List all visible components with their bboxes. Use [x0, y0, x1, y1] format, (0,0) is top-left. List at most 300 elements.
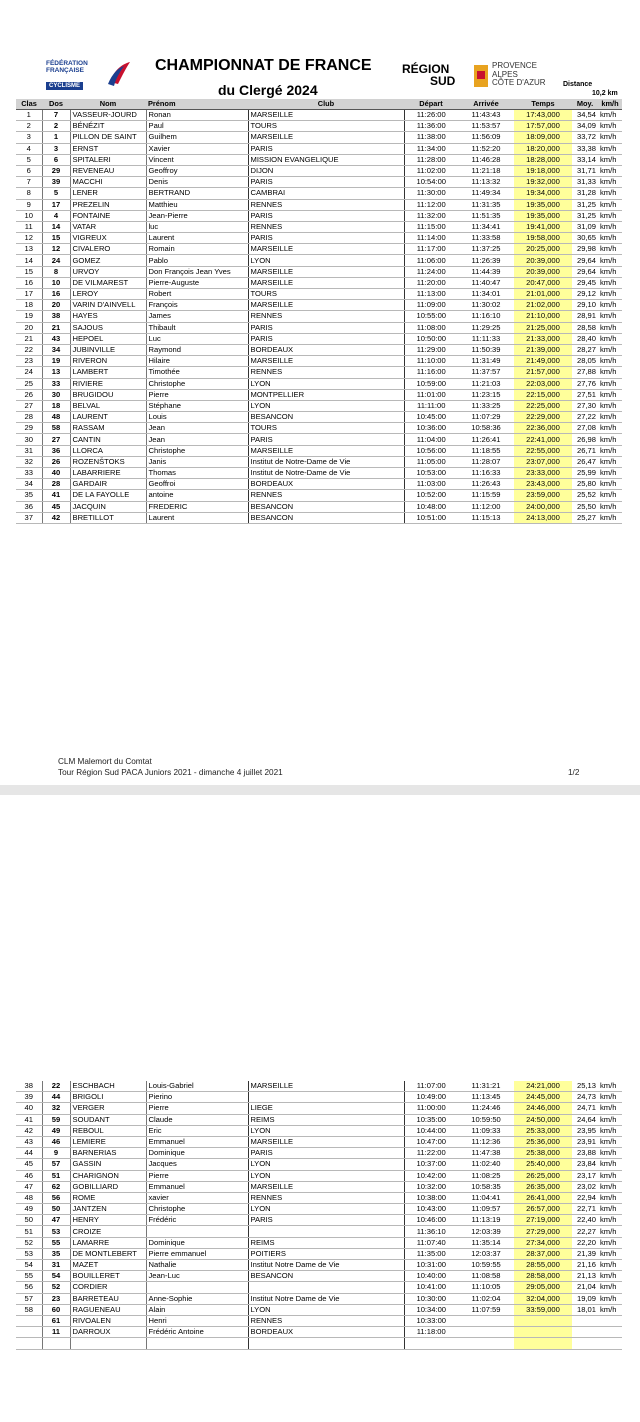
cell-arrivee: 11:33:58: [458, 233, 514, 244]
table-row: [16, 456, 622, 467]
cell-prenom: Alain: [146, 1304, 248, 1315]
cell-temps: [514, 1338, 572, 1349]
cell-depart: 11:12:00: [404, 199, 458, 210]
cell-unit: km/h: [598, 1215, 622, 1226]
cell-arrivee: 11:30:02: [458, 300, 514, 311]
cell-arrivee: 11:34:01: [458, 289, 514, 300]
cell-unit: km/h: [598, 1192, 622, 1203]
cell-dos: 43: [42, 333, 70, 344]
cell-club: BESANCON: [248, 501, 404, 512]
results-body-2: [16, 1081, 622, 1349]
cell-clas: 7: [16, 177, 42, 188]
cell-nom: BRUGIDOU: [70, 389, 146, 400]
cell-nom: DE MONTLEBERT: [70, 1248, 146, 1259]
cell-prenom: Raymond: [146, 344, 248, 355]
cell-clas: 35: [16, 490, 42, 501]
cell-nom: [70, 1338, 146, 1349]
cell-prenom: Pierre: [146, 389, 248, 400]
cell-prenom: [146, 1226, 248, 1237]
cell-prenom: Jacques: [146, 1159, 248, 1170]
table-row: [16, 501, 622, 512]
col-kmh: km/h: [598, 99, 622, 110]
table-row: [16, 1327, 622, 1338]
cell-unit: km/h: [598, 1159, 622, 1170]
cell-clas: 28: [16, 412, 42, 423]
cell-club: RENNES: [248, 199, 404, 210]
cell-prenom: Frédéric Antoine: [146, 1327, 248, 1338]
cell-clas: 30: [16, 434, 42, 445]
cell-clas: 55: [16, 1271, 42, 1282]
cell-clas: 1: [16, 110, 42, 121]
region-flag-icon: [474, 65, 488, 87]
cell-arrivee: [458, 1315, 514, 1326]
cell-dos: 16: [42, 289, 70, 300]
cell-temps: 17:57,000: [514, 121, 572, 132]
cell-arrivee: [458, 1327, 514, 1338]
cell-temps: 29:05,000: [514, 1282, 572, 1293]
cell-dos: 6: [42, 154, 70, 165]
cell-prenom: Pierre emmanuel: [146, 1248, 248, 1259]
cell-temps: 23:59,000: [514, 490, 572, 501]
cell-clas: 27: [16, 400, 42, 411]
cell-unit: km/h: [598, 1148, 622, 1159]
table-row: [16, 121, 622, 132]
cell-club: MISSION EVANGELIQUE: [248, 154, 404, 165]
cell-depart: 10:43:00: [404, 1204, 458, 1215]
cell-clas: 3: [16, 132, 42, 143]
cell-prenom: Jean: [146, 423, 248, 434]
cell-nom: RASSAM: [70, 423, 146, 434]
cell-unit: km/h: [598, 456, 622, 467]
cell-moy: 25,80: [572, 479, 598, 490]
cell-moy: 22,94: [572, 1192, 598, 1203]
cell-temps: 19:41,000: [514, 221, 572, 232]
cell-temps: 21:25,000: [514, 322, 572, 333]
cell-clas: 33: [16, 468, 42, 479]
cell-temps: 21:02,000: [514, 300, 572, 311]
table-row: [16, 1304, 622, 1315]
cell-clas: 19: [16, 311, 42, 322]
table-row: [16, 1204, 622, 1215]
cell-prenom: Pierre: [146, 1170, 248, 1181]
table-row: [16, 1159, 622, 1170]
cell-depart: 10:55:00: [404, 311, 458, 322]
cell-clas: 43: [16, 1136, 42, 1147]
cell-club: MARSEILLE: [248, 1136, 404, 1147]
cell-club: LYON: [248, 1204, 404, 1215]
table-row: [16, 165, 622, 176]
cell-prenom: Guilhem: [146, 132, 248, 143]
cell-temps: 23:43,000: [514, 479, 572, 490]
cell-club: PARIS: [248, 1148, 404, 1159]
cell-temps: 25:33,000: [514, 1125, 572, 1136]
cell-temps: 18:09,000: [514, 132, 572, 143]
table-row: [16, 188, 622, 199]
cell-nom: CIVALERO: [70, 244, 146, 255]
cell-unit: km/h: [598, 1103, 622, 1114]
cell-moy: 23,17: [572, 1170, 598, 1181]
region-sub-3: CÔTE D'AZUR: [492, 78, 546, 87]
cell-temps: 19:18,000: [514, 165, 572, 176]
cell-prenom: Don François Jean Yves: [146, 266, 248, 277]
cell-depart: 11:36:00: [404, 121, 458, 132]
cell-dos: 24: [42, 255, 70, 266]
cell-moy: 33,72: [572, 132, 598, 143]
cell-dos: 47: [42, 1215, 70, 1226]
cell-depart: 11:13:00: [404, 289, 458, 300]
cell-unit: km/h: [598, 266, 622, 277]
cell-unit: [598, 1315, 622, 1326]
cell-depart: 10:31:00: [404, 1260, 458, 1271]
cell-depart: 11:28:00: [404, 154, 458, 165]
cell-nom: JACQUIN: [70, 501, 146, 512]
cell-temps: 28:58,000: [514, 1271, 572, 1282]
cell-prenom: Christophe: [146, 378, 248, 389]
cell-unit: km/h: [598, 1282, 622, 1293]
cell-depart: 10:34:00: [404, 1304, 458, 1315]
cell-club: [248, 1226, 404, 1237]
cell-unit: km/h: [598, 423, 622, 434]
cell-nom: RAGUENEAU: [70, 1304, 146, 1315]
cell-prenom: Luc: [146, 333, 248, 344]
cell-clas: 48: [16, 1192, 42, 1203]
cell-dos: 36: [42, 445, 70, 456]
cell-club: LYON: [248, 378, 404, 389]
cell-nom: GOBILLIARD: [70, 1181, 146, 1192]
cell-depart: 11:18:00: [404, 1327, 458, 1338]
cell-dos: 21: [42, 322, 70, 333]
cell-dos: 20: [42, 300, 70, 311]
distance-value: 10,2 km: [592, 90, 618, 97]
cell-clas: 46: [16, 1170, 42, 1181]
cell-clas: 47: [16, 1181, 42, 1192]
page-title: CHAMPIONNAT DE FRANCE: [155, 57, 372, 74]
cell-arrivee: 11:21:03: [458, 378, 514, 389]
cell-nom: RIVIERE: [70, 378, 146, 389]
cell-dos: 14: [42, 221, 70, 232]
cell-club: LIEGE: [248, 1103, 404, 1114]
cell-nom: VASSEUR-JOURD: [70, 110, 146, 121]
cell-depart: 10:53:00: [404, 468, 458, 479]
cell-temps: 22:03,000: [514, 378, 572, 389]
table-row: [16, 400, 622, 411]
cell-moy: 31,28: [572, 188, 598, 199]
cell-temps: 24:13,000: [514, 512, 572, 523]
cell-club: PARIS: [248, 177, 404, 188]
cell-dos: 29: [42, 165, 70, 176]
cell-unit: km/h: [598, 400, 622, 411]
cell-temps: 19:32,000: [514, 177, 572, 188]
cell-prenom: Robert: [146, 289, 248, 300]
cell-prenom: Xavier: [146, 143, 248, 154]
cell-arrivee: 11:02:04: [458, 1293, 514, 1304]
table-row: [16, 1260, 622, 1271]
cell-dos: 53: [42, 1226, 70, 1237]
cell-club: MARSEILLE: [248, 1081, 404, 1092]
cell-nom: SOUDANT: [70, 1114, 146, 1125]
cell-club: PARIS: [248, 143, 404, 154]
cell-temps: 26:25,000: [514, 1170, 572, 1181]
cell-moy: 28,40: [572, 333, 598, 344]
cell-club: BORDEAUX: [248, 1327, 404, 1338]
cell-depart: [404, 1338, 458, 1349]
cell-unit: km/h: [598, 389, 622, 400]
footer-event: CLM Malemort du Comtat: [58, 757, 152, 766]
cell-club: LYON: [248, 1125, 404, 1136]
cell-dos: 2: [42, 121, 70, 132]
cell-prenom: Hilaire: [146, 356, 248, 367]
cell-depart: 11:09:00: [404, 300, 458, 311]
cell-unit: km/h: [598, 333, 622, 344]
cell-dos: 5: [42, 188, 70, 199]
cell-depart: 10:32:00: [404, 1181, 458, 1192]
cell-clas: 13: [16, 244, 42, 255]
cell-clas: 21: [16, 333, 42, 344]
cell-clas: 2: [16, 121, 42, 132]
cell-nom: LABARRIERE: [70, 468, 146, 479]
cell-club: RENNES: [248, 311, 404, 322]
cell-club: LYON: [248, 1304, 404, 1315]
cell-nom: DARROUX: [70, 1327, 146, 1338]
cell-club: REIMS: [248, 1237, 404, 1248]
cell-dos: 50: [42, 1204, 70, 1215]
cell-unit: km/h: [598, 445, 622, 456]
cell-moy: 24,71: [572, 1103, 598, 1114]
cell-prenom: Christophe: [146, 445, 248, 456]
cell-dos: 52: [42, 1282, 70, 1293]
cell-arrivee: 11:50:39: [458, 344, 514, 355]
cell-clas: 11: [16, 221, 42, 232]
region-logo-line2: SUD: [430, 74, 456, 88]
cell-club: LYON: [248, 1170, 404, 1181]
cell-clas: [16, 1327, 42, 1338]
cell-unit: km/h: [598, 468, 622, 479]
cell-clas: 37: [16, 512, 42, 523]
table-row: [16, 322, 622, 333]
cell-arrivee: 11:26:39: [458, 255, 514, 266]
cell-clas: 6: [16, 165, 42, 176]
distance-label: Distance: [563, 81, 593, 88]
cell-moy: 18,01: [572, 1304, 598, 1315]
cell-prenom: Laurent: [146, 233, 248, 244]
cell-nom: BARRETEAU: [70, 1293, 146, 1304]
cell-depart: 11:08:00: [404, 322, 458, 333]
footer-event-detail: Tour Région Sud PACA Juniors 2021 - dimanche 4 juillet 2021: [58, 768, 283, 777]
cell-arrivee: 11:47:38: [458, 1148, 514, 1159]
cell-dos: 12: [42, 244, 70, 255]
cell-club: PARIS: [248, 434, 404, 445]
col-arrivee: Arrivée: [458, 99, 514, 110]
cell-prenom: [146, 1282, 248, 1293]
cell-arrivee: 11:49:34: [458, 188, 514, 199]
cell-unit: km/h: [598, 1271, 622, 1282]
cell-moy: 26,71: [572, 445, 598, 456]
table-row: [16, 389, 622, 400]
cell-dos: 26: [42, 456, 70, 467]
cell-dos: 41: [42, 490, 70, 501]
table-row: [16, 412, 622, 423]
cell-arrivee: 11:16:10: [458, 311, 514, 322]
cell-prenom: Anne-Sophie: [146, 1293, 248, 1304]
cell-dos: 18: [42, 400, 70, 411]
cell-depart: 11:07:00: [404, 1081, 458, 1092]
cell-nom: BELVAL: [70, 400, 146, 411]
cell-prenom: Laurent: [146, 512, 248, 523]
cell-dos: 13: [42, 367, 70, 378]
cell-prenom: [146, 1338, 248, 1349]
table-row: [16, 132, 622, 143]
cell-arrivee: 11:11:33: [458, 333, 514, 344]
cell-dos: 27: [42, 434, 70, 445]
cell-arrivee: 10:58:35: [458, 1181, 514, 1192]
cell-arrivee: 11:07:59: [458, 1304, 514, 1315]
col-club: Club: [248, 99, 404, 110]
cell-dos: 34: [42, 344, 70, 355]
cell-unit: km/h: [598, 1204, 622, 1215]
cell-clas: 4: [16, 143, 42, 154]
cell-clas: 14: [16, 255, 42, 266]
cell-unit: km/h: [598, 1125, 622, 1136]
cell-prenom: Frédéric: [146, 1215, 248, 1226]
cell-unit: km/h: [598, 1181, 622, 1192]
cell-moy: 25,99: [572, 468, 598, 479]
cell-clas: 42: [16, 1125, 42, 1136]
cell-club: Institut Notre Dame de Vie: [248, 1260, 404, 1271]
cell-arrivee: 11:44:39: [458, 266, 514, 277]
table-row: [16, 199, 622, 210]
cell-arrivee: 11:04:41: [458, 1192, 514, 1203]
cell-clas: 54: [16, 1260, 42, 1271]
cell-temps: 22:36,000: [514, 423, 572, 434]
cell-unit: km/h: [598, 1081, 622, 1092]
cell-prenom: Louis-Gabriel: [146, 1081, 248, 1092]
cell-clas: 18: [16, 300, 42, 311]
cell-temps: 19:58,000: [514, 233, 572, 244]
ffc-logo-line2: FRANÇAISE: [46, 67, 84, 74]
cell-moy: 28,91: [572, 311, 598, 322]
cell-club: BESANCON: [248, 512, 404, 523]
cell-moy: 31,33: [572, 177, 598, 188]
cell-moy: [572, 1327, 598, 1338]
cell-temps: 26:41,000: [514, 1192, 572, 1203]
cell-depart: 10:30:00: [404, 1293, 458, 1304]
cell-dos: 46: [42, 1136, 70, 1147]
cell-depart: 11:20:00: [404, 277, 458, 288]
cell-unit: km/h: [598, 344, 622, 355]
cell-unit: km/h: [598, 199, 622, 210]
col-moy: Moy.: [572, 99, 598, 110]
cell-club: TOURS: [248, 423, 404, 434]
cell-depart: 11:16:00: [404, 367, 458, 378]
cell-temps: 19:35,000: [514, 210, 572, 221]
cell-depart: 10:46:00: [404, 1215, 458, 1226]
cell-temps: 27:34,000: [514, 1237, 572, 1248]
cell-moy: 26,98: [572, 434, 598, 445]
cell-unit: km/h: [598, 1260, 622, 1271]
results-table-1: [16, 99, 622, 524]
cell-dos: 3: [42, 143, 70, 154]
cell-nom: CORDIER: [70, 1282, 146, 1293]
cell-nom: CANTIN: [70, 434, 146, 445]
cell-prenom: Romain: [146, 244, 248, 255]
cell-club: PARIS: [248, 1215, 404, 1226]
cell-club: TOURS: [248, 121, 404, 132]
cell-moy: [572, 1338, 598, 1349]
cell-temps: 21:01,000: [514, 289, 572, 300]
table-row: [16, 1103, 622, 1114]
cell-prenom: Matthieu: [146, 199, 248, 210]
cell-moy: 25,13: [572, 1081, 598, 1092]
cell-unit: km/h: [598, 244, 622, 255]
table-row: [16, 210, 622, 221]
cell-club: TOURS: [248, 289, 404, 300]
cell-prenom: François: [146, 300, 248, 311]
cell-arrivee: 11:21:18: [458, 165, 514, 176]
cell-temps: 25:38,000: [514, 1148, 572, 1159]
table-row: [16, 490, 622, 501]
cell-nom: LAMARRE: [70, 1237, 146, 1248]
cell-dos: [42, 1338, 70, 1349]
cell-prenom: Pierino: [146, 1092, 248, 1103]
cell-clas: 58: [16, 1304, 42, 1315]
cell-dos: 57: [42, 1159, 70, 1170]
cell-moy: 22,40: [572, 1215, 598, 1226]
cell-moy: 22,20: [572, 1237, 598, 1248]
cell-clas: 22: [16, 344, 42, 355]
cell-dos: 61: [42, 1315, 70, 1326]
cell-prenom: xavier: [146, 1192, 248, 1203]
cell-dos: 54: [42, 1271, 70, 1282]
cell-clas: 38: [16, 1081, 42, 1092]
cell-depart: 11:34:00: [404, 143, 458, 154]
cell-depart: 11:00:00: [404, 1103, 458, 1114]
cell-temps: 20:25,000: [514, 244, 572, 255]
cell-prenom: FREDERIC: [146, 501, 248, 512]
cell-club: Institut de Notre-Dame de Vie: [248, 456, 404, 467]
cell-unit: km/h: [598, 210, 622, 221]
cell-moy: 33,38: [572, 143, 598, 154]
cell-club: [248, 1282, 404, 1293]
cell-dos: 8: [42, 266, 70, 277]
table-row: [16, 423, 622, 434]
cell-temps: 21:33,000: [514, 333, 572, 344]
cell-moy: 22,27: [572, 1226, 598, 1237]
cell-unit: [598, 1338, 622, 1349]
cell-arrivee: 11:18:55: [458, 445, 514, 456]
cell-depart: 11:38:00: [404, 132, 458, 143]
cell-temps: 18:20,000: [514, 143, 572, 154]
table-row: [16, 1315, 622, 1326]
cell-unit: km/h: [598, 233, 622, 244]
table-header-row: [16, 99, 622, 110]
cell-nom: LEMIERE: [70, 1136, 146, 1147]
cell-nom: MAZET: [70, 1260, 146, 1271]
cell-arrivee: 11:31:35: [458, 199, 514, 210]
cell-temps: 24:45,000: [514, 1092, 572, 1103]
cell-prenom: Geoffroi: [146, 479, 248, 490]
cell-moy: 23,91: [572, 1136, 598, 1147]
table-row: [16, 1248, 622, 1259]
cell-nom: BRIGOLI: [70, 1092, 146, 1103]
cell-club: MARSEILLE: [248, 132, 404, 143]
cell-club: LYON: [248, 400, 404, 411]
cell-unit: km/h: [598, 501, 622, 512]
cell-moy: 21,16: [572, 1260, 598, 1271]
table-row: [16, 143, 622, 154]
cell-arrivee: 11:53:57: [458, 121, 514, 132]
cell-arrivee: 12:03:39: [458, 1226, 514, 1237]
cell-club: CAMBRAI: [248, 188, 404, 199]
